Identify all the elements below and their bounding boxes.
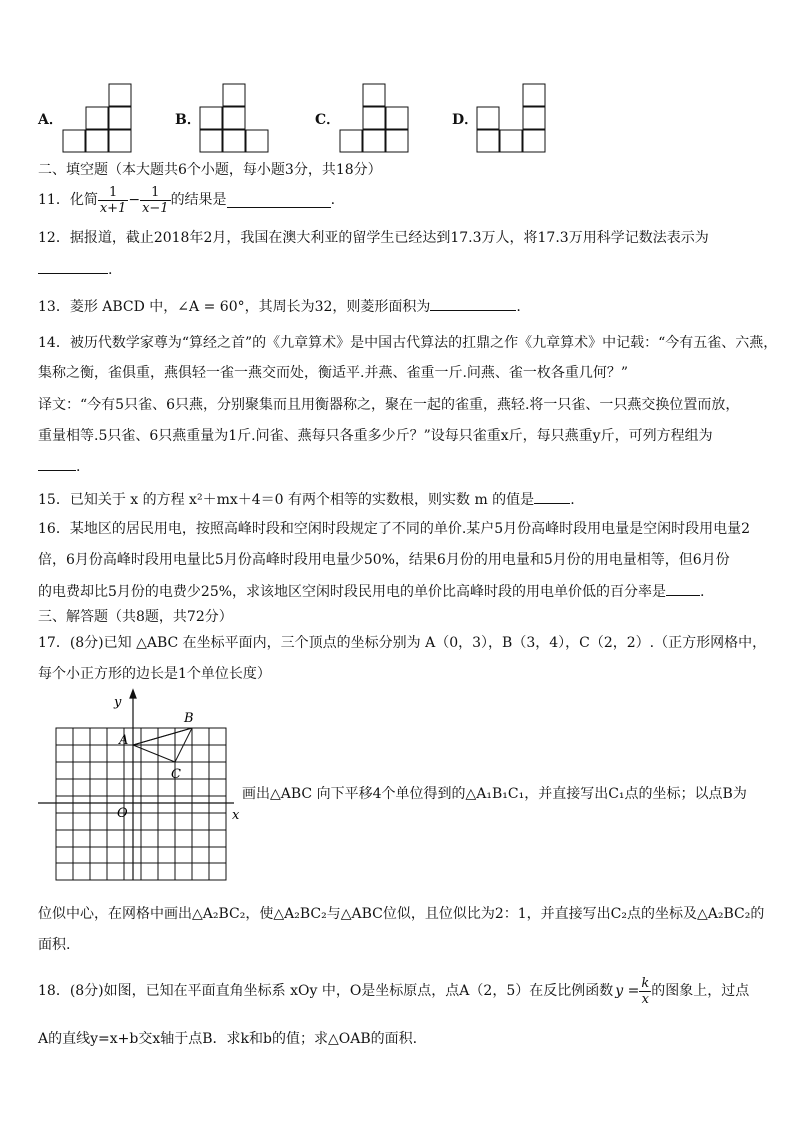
q14-line3: 译文：“今有5只雀、6只燕，分别聚集而且用衡器称之，聚在一起的雀重，燕轻.将一只雀、一只燕交换位置而放， (38, 397, 740, 413)
q12-line2 (38, 259, 112, 280)
grid-lines (56, 728, 226, 880)
option-d-figure (476, 83, 548, 155)
q11-prefix: 11．化简 (38, 192, 98, 208)
q17-line3: 位似中心，在网格中画出△A₂BC₂，使△A₂BC₂与△ABC位似，且位似比为2：1，并直接写出C₂点的坐标及△A₂BC₂的 (38, 906, 765, 922)
q13-end: . (516, 299, 521, 315)
q11-num2: 1 (140, 185, 171, 201)
q17-line1: 17．(8分)已知 △ABC 在坐标平面内，三个顶点的坐标分别为 A（0，3），B（3，4），C（2，2）.（正方形网格中， (38, 635, 767, 651)
q18-func-num: k (641, 975, 650, 991)
q15-text: 15．已知关于 x 的方程 x²＋mx＋4＝0 有两个相等的实数根，则实数 m 的值是 (38, 492, 535, 508)
q17-side-text: 画出△ABC 向下平移4个单位得到的△A₁B₁C₁，并直接写出C₁点的坐标；以点B为 (242, 786, 747, 802)
coordinate-grid (36, 688, 242, 884)
section2-heading: 二、填空题（本大题共6个小题，每小题3分，共18分） (38, 162, 382, 178)
q14-line2: 集称之衡，雀俱重，燕俱轻一雀一燕交而处，衡适平.并燕、雀重一斤.问燕、雀一枚各重几何？” (38, 365, 629, 381)
q14-line1: 14．被历代数学家尊为“算经之首”的《九章算术》是中国古代算法的扛鼎之作《九章算术》中记载：“今有五雀、六燕， (38, 335, 778, 351)
option-b-figure (199, 83, 271, 155)
q14-answer-blank[interactable] (38, 456, 76, 471)
q16-answer-blank[interactable] (666, 581, 700, 596)
q13-text: 13．菱形 ABCD 中，∠A = 60°，其周长为32，则菱形面积为 (38, 299, 431, 315)
q18-func-fraction (639, 976, 651, 1007)
q11-num1: 1 (98, 185, 129, 201)
q16-line2: 倍，6月份高峰时段用电量比5月份高峰时段用电量少50%，结果6月份的用电量和5月份的用电量相等，但6月份 (38, 552, 730, 568)
q15-answer-blank[interactable] (534, 489, 570, 504)
q16-line3 (38, 581, 704, 602)
point-a-label: A (119, 733, 129, 748)
q16-line3-text: 的电费却比5月份的电费少25%，求该地区空闲时段民用电的单价比高峰时段的用电单价低的百分率是 (38, 584, 667, 600)
q16-line1: 16．某地区的居民用电，按照高峰时段和空闲时段规定了不同的单价.某户5月份高峰时段用电量是空闲时段用电量2 (38, 521, 751, 537)
q16-end: . (700, 584, 705, 600)
q17-line2: 每个小正方形的边长是1个单位长度） (38, 666, 271, 682)
q17-line4: 面积. (38, 937, 71, 953)
q18-line1 (38, 972, 749, 1010)
q18-func-y: y = (615, 983, 640, 999)
question-11 (38, 182, 335, 218)
q18-line2: A的直线y=x+b交x轴于点B．求k和b的值；求△OAB的面积. (38, 1031, 418, 1047)
q11-fraction-1 (98, 185, 129, 216)
q18-line1a: 18．(8分)如图，已知在平面直角坐标系 xOy 中，O是坐标原点，点A（2，5）在反比例函数 (38, 983, 614, 999)
q14-line4: 重量相等.5只雀、6只燕重量为1斤.问雀、燕每只各重多少斤？”设每只雀重x斤，每只燕重y斤，可列方程组为 (38, 428, 713, 444)
q14-line5 (38, 456, 80, 477)
q14-end: . (76, 459, 81, 475)
q11-fraction-2 (140, 185, 171, 216)
q11-answer-blank[interactable] (227, 193, 331, 208)
axes (38, 690, 234, 880)
q13-answer-blank[interactable] (430, 296, 516, 311)
option-a-figure (62, 83, 134, 155)
q12-answer-blank[interactable] (38, 259, 108, 274)
point-c-label: C (171, 767, 181, 782)
section3-heading: 三、解答题（共8题，共72分） (38, 609, 233, 625)
q11-minus: − (128, 192, 141, 208)
question-15 (38, 489, 575, 510)
option-b-label: B． (175, 112, 201, 128)
y-axis-label: y (114, 695, 122, 710)
x-axis-label: x (232, 808, 240, 823)
option-a-label: A． (38, 112, 63, 128)
q11-den1: x+1 (99, 200, 127, 216)
point-b-label: B (184, 711, 194, 726)
q11-den2: x−1 (142, 200, 169, 216)
option-c-figure (339, 83, 411, 155)
q12-line1: 12．据报道，截止2018年2月，我国在澳大利亚的留学生已经达到17.3万人，将17.3万用科学记数法表示为 (38, 230, 709, 246)
y-axis-arrow (130, 690, 136, 698)
option-d-label: D． (452, 112, 479, 128)
q18-func-den: x (641, 991, 649, 1007)
q15-end: . (570, 492, 575, 508)
q12-end: . (108, 262, 113, 278)
option-c-label: C． (315, 112, 341, 128)
q18-line1b: 的图象上，过点 (651, 983, 750, 999)
origin-label: O (117, 806, 128, 821)
question-13 (38, 296, 521, 317)
q11-end: . (330, 192, 336, 208)
q11-suffix: 的结果是 (170, 192, 227, 208)
